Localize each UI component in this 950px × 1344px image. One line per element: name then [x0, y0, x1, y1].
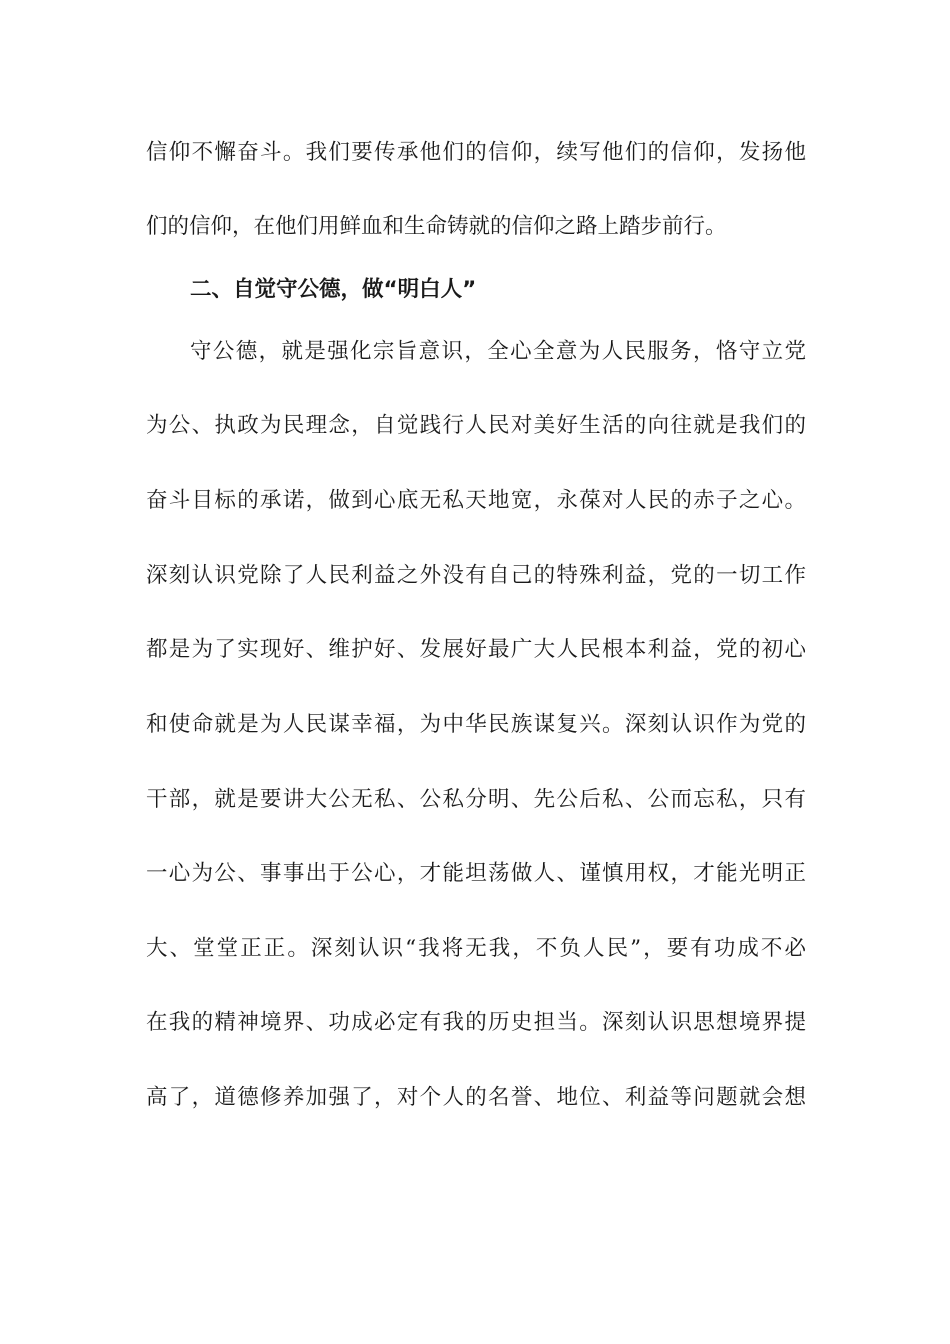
section-heading: 二、自觉守公德，做“明白人” — [190, 277, 477, 302]
paragraph-line: 高了，道德修养加强了，对个人的名誉、地位、利益等问题就会想 — [146, 1085, 806, 1110]
paragraph-line: 在我的精神境界、功成必定有我的历史担当。深刻认识思想境界提 — [146, 1010, 806, 1035]
paragraph-line: 干部，就是要讲大公无私、公私分明、先公后私、公而忘私，只有 — [146, 787, 806, 812]
paragraph-line: 信仰不懈奋斗。我们要传承他们的信仰，续写他们的信仰，发扬他 — [146, 140, 806, 165]
paragraph-line: 守公德，就是强化宗旨意识，全心全意为人民服务，恪守立党 — [190, 339, 806, 364]
paragraph-line: 深刻认识党除了人民利益之外没有自己的特殊利益，党的一切工作 — [146, 563, 806, 588]
paragraph-line: 和使命就是为人民谋幸福，为中华民族谋复兴。深刻认识作为党的 — [146, 712, 806, 737]
paragraph-line: 们的信仰，在他们用鲜血和生命铸就的信仰之路上踏步前行。 — [146, 214, 727, 239]
paragraph-line: 大、堂堂正正。深刻认识“我将无我，不负人民”，要有功成不必 — [146, 936, 806, 961]
paragraph-line: 为公、执政为民理念，自觉践行人民对美好生活的向往就是我们的 — [146, 413, 806, 438]
paragraph-line: 奋斗目标的承诺，做到心底无私天地宽，永葆对人民的赤子之心。 — [146, 488, 806, 513]
paragraph-line: 都是为了实现好、维护好、发展好最广大人民根本利益，党的初心 — [146, 637, 806, 662]
paragraph-line: 一心为公、事事出于公心，才能坦荡做人、谨慎用权，才能光明正 — [146, 861, 806, 886]
